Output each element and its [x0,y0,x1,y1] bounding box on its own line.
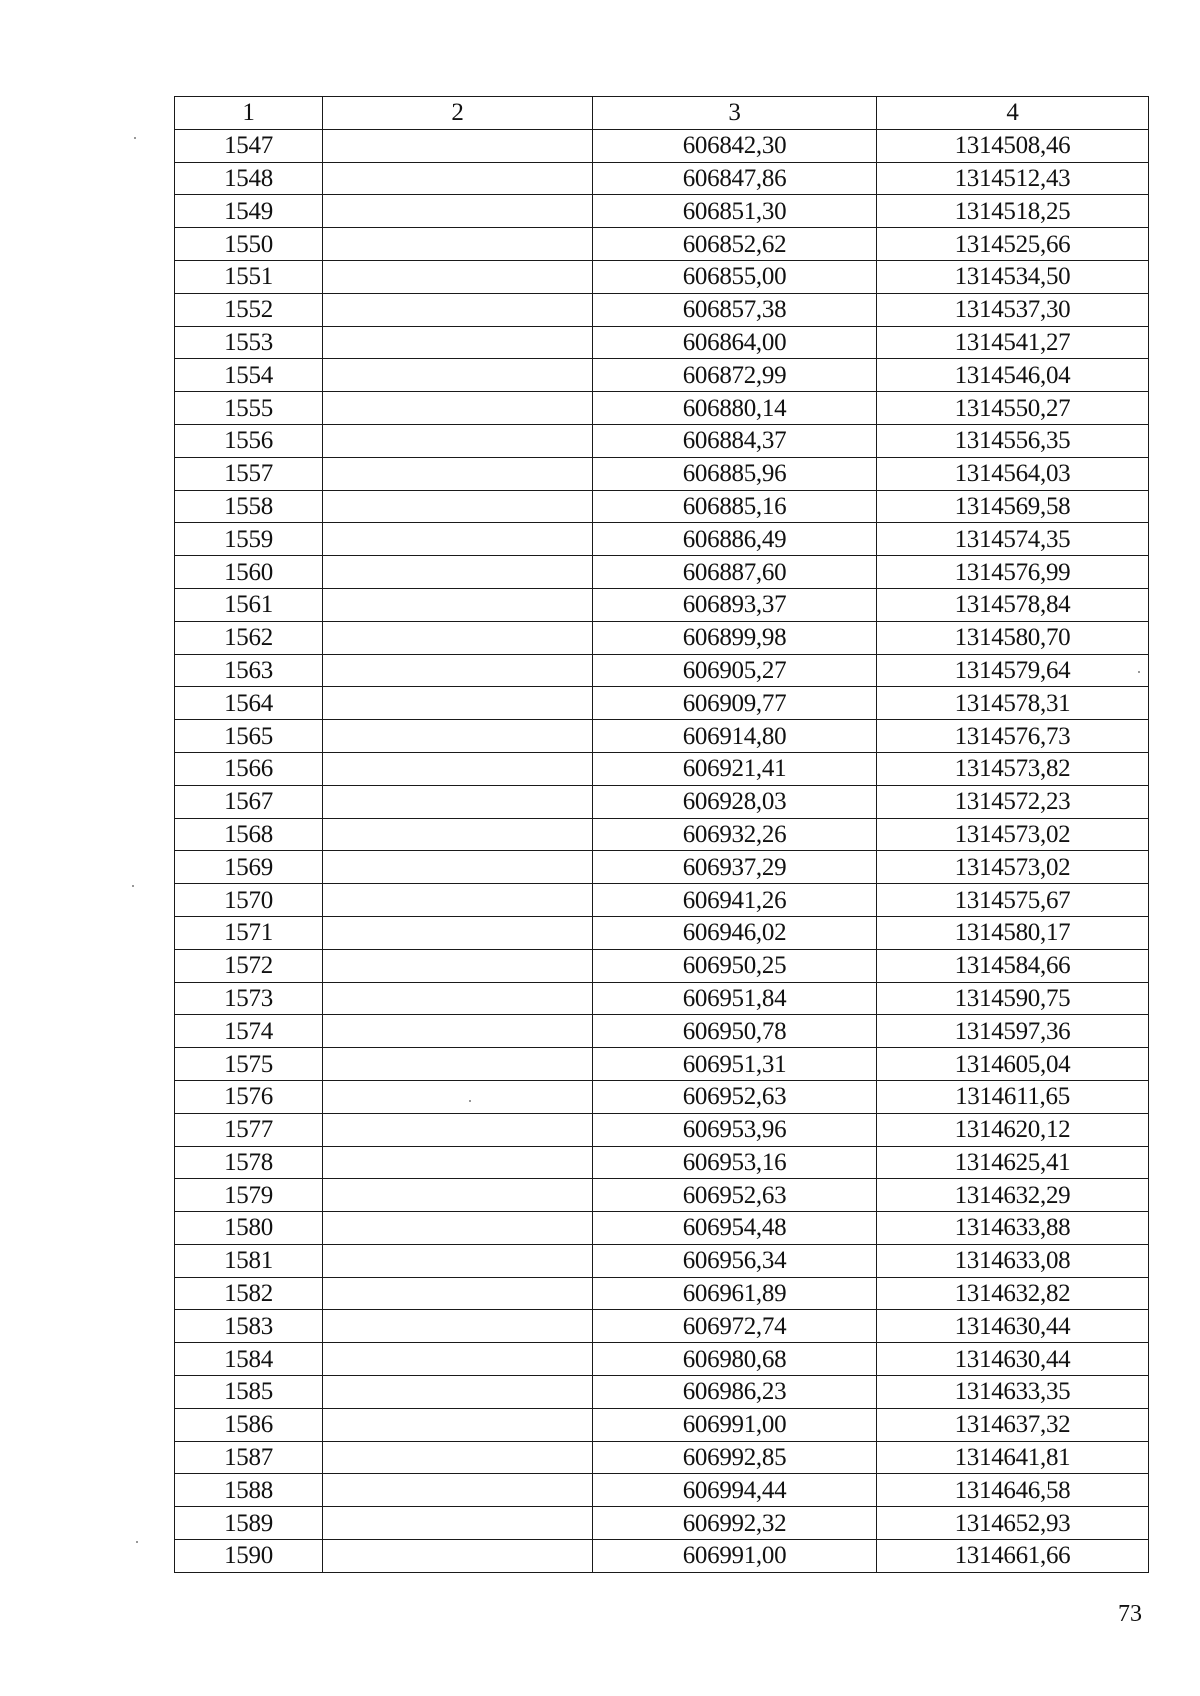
point-number-cell: 1567 [175,785,323,818]
point-number-cell: 1548 [175,162,323,195]
point-number-cell: 1558 [175,490,323,523]
x-coordinate-cell: 606986,23 [593,1376,877,1409]
x-coordinate-cell: 606909,77 [593,687,877,720]
table-row [175,1048,1149,1081]
y-coordinate-cell: 1314525,66 [877,228,1149,261]
coordinates-table [174,96,1149,1573]
x-coordinate-cell: 606951,84 [593,982,877,1015]
x-coordinate-cell: 606991,00 [593,1408,877,1441]
description-cell [323,457,593,490]
y-coordinate-cell: 1314579,64 [877,654,1149,687]
y-coordinate-cell: 1314575,67 [877,884,1149,917]
table-row [175,916,1149,949]
table-row [175,1310,1149,1343]
y-coordinate-cell: 1314518,25 [877,195,1149,228]
point-number-cell: 1571 [175,916,323,949]
point-number-cell: 1584 [175,1343,323,1376]
description-cell [323,293,593,326]
description-cell [323,949,593,982]
table-row [175,1146,1149,1179]
point-number-cell: 1565 [175,720,323,753]
x-coordinate-cell: 606994,44 [593,1474,877,1507]
point-number-cell: 1553 [175,326,323,359]
table-row [175,195,1149,228]
y-coordinate-cell: 1314625,41 [877,1146,1149,1179]
column-header: 2 [323,97,593,130]
point-number-cell: 1580 [175,1212,323,1245]
table-row [175,424,1149,457]
point-number-cell: 1547 [175,129,323,162]
y-coordinate-cell: 1314620,12 [877,1113,1149,1146]
point-number-cell: 1583 [175,1310,323,1343]
scan-speck [1138,671,1140,673]
table-row [175,654,1149,687]
description-cell [323,654,593,687]
y-coordinate-cell: 1314574,35 [877,523,1149,556]
x-coordinate-cell: 606972,74 [593,1310,877,1343]
scan-speck [136,1541,138,1543]
table-row [175,687,1149,720]
x-coordinate-cell: 606951,31 [593,1048,877,1081]
table-row [175,293,1149,326]
description-cell [323,621,593,654]
point-number-cell: 1590 [175,1540,323,1573]
point-number-cell: 1588 [175,1474,323,1507]
x-coordinate-cell: 606928,03 [593,785,877,818]
x-coordinate-cell: 606950,25 [593,949,877,982]
point-number-cell: 1562 [175,621,323,654]
point-number-cell: 1587 [175,1441,323,1474]
point-number-cell: 1577 [175,1113,323,1146]
table-row [175,490,1149,523]
x-coordinate-cell: 606884,37 [593,424,877,457]
point-number-cell: 1574 [175,1015,323,1048]
table-row [175,1343,1149,1376]
page-number: 73 [1118,1601,1142,1627]
x-coordinate-cell: 606941,26 [593,884,877,917]
x-coordinate-cell: 606899,98 [593,621,877,654]
description-cell [323,1277,593,1310]
table-row [175,457,1149,490]
table-body [175,129,1149,1572]
table-row [175,818,1149,851]
x-coordinate-cell: 606991,00 [593,1540,877,1573]
y-coordinate-cell: 1314556,35 [877,424,1149,457]
description-cell [323,556,593,589]
table-row [175,556,1149,589]
y-coordinate-cell: 1314578,84 [877,588,1149,621]
x-coordinate-cell: 606953,16 [593,1146,877,1179]
y-coordinate-cell: 1314584,66 [877,949,1149,982]
x-coordinate-cell: 606952,63 [593,1179,877,1212]
table-row [175,326,1149,359]
table-row [175,884,1149,917]
y-coordinate-cell: 1314508,46 [877,129,1149,162]
table-row [175,851,1149,884]
y-coordinate-cell: 1314541,27 [877,326,1149,359]
table-row [175,1376,1149,1409]
description-cell [323,392,593,425]
y-coordinate-cell: 1314572,23 [877,785,1149,818]
y-coordinate-cell: 1314564,03 [877,457,1149,490]
point-number-cell: 1582 [175,1277,323,1310]
y-coordinate-cell: 1314576,73 [877,720,1149,753]
point-number-cell: 1573 [175,982,323,1015]
description-cell [323,884,593,917]
description-cell [323,720,593,753]
column-header: 3 [593,97,877,130]
table-row [175,588,1149,621]
x-coordinate-cell: 606937,29 [593,851,877,884]
description-cell [323,1441,593,1474]
x-coordinate-cell: 606851,30 [593,195,877,228]
y-coordinate-cell: 1314637,32 [877,1408,1149,1441]
point-number-cell: 1579 [175,1179,323,1212]
x-coordinate-cell: 606842,30 [593,129,877,162]
x-coordinate-cell: 606932,26 [593,818,877,851]
description-cell [323,1540,593,1573]
description-cell [323,523,593,556]
point-number-cell: 1589 [175,1507,323,1540]
y-coordinate-cell: 1314597,36 [877,1015,1149,1048]
x-coordinate-cell: 606905,27 [593,654,877,687]
x-coordinate-cell: 606980,68 [593,1343,877,1376]
x-coordinate-cell: 606885,96 [593,457,877,490]
table-row [175,1540,1149,1573]
x-coordinate-cell: 606872,99 [593,359,877,392]
description-cell [323,162,593,195]
point-number-cell: 1585 [175,1376,323,1409]
description-cell [323,818,593,851]
y-coordinate-cell: 1314576,99 [877,556,1149,589]
point-number-cell: 1569 [175,851,323,884]
y-coordinate-cell: 1314537,30 [877,293,1149,326]
table-row [175,1474,1149,1507]
description-cell [323,982,593,1015]
point-number-cell: 1566 [175,752,323,785]
table-row [175,1113,1149,1146]
description-cell [323,359,593,392]
y-coordinate-cell: 1314534,50 [877,260,1149,293]
point-number-cell: 1586 [175,1408,323,1441]
x-coordinate-cell: 606950,78 [593,1015,877,1048]
description-cell [323,326,593,359]
description-cell [323,129,593,162]
table-row [175,1507,1149,1540]
column-header: 4 [877,97,1149,130]
point-number-cell: 1564 [175,687,323,720]
description-cell [323,1212,593,1245]
description-cell [323,195,593,228]
point-number-cell: 1551 [175,260,323,293]
table-row [175,982,1149,1015]
table-row [175,162,1149,195]
point-number-cell: 1578 [175,1146,323,1179]
description-cell [323,1080,593,1113]
y-coordinate-cell: 1314512,43 [877,162,1149,195]
x-coordinate-cell: 606946,02 [593,916,877,949]
x-coordinate-cell: 606961,89 [593,1277,877,1310]
y-coordinate-cell: 1314630,44 [877,1343,1149,1376]
y-coordinate-cell: 1314578,31 [877,687,1149,720]
x-coordinate-cell: 606857,38 [593,293,877,326]
x-coordinate-cell: 606880,14 [593,392,877,425]
x-coordinate-cell: 606864,00 [593,326,877,359]
column-header: 1 [175,97,323,130]
y-coordinate-cell: 1314632,29 [877,1179,1149,1212]
table-row [175,1408,1149,1441]
table-row [175,1277,1149,1310]
table-row [175,260,1149,293]
y-coordinate-cell: 1314573,02 [877,851,1149,884]
x-coordinate-cell: 606886,49 [593,523,877,556]
description-cell [323,1179,593,1212]
description-cell [323,1474,593,1507]
point-number-cell: 1550 [175,228,323,261]
point-number-cell: 1559 [175,523,323,556]
point-number-cell: 1561 [175,588,323,621]
description-cell [323,1048,593,1081]
scan-speck [134,137,136,139]
y-coordinate-cell: 1314580,70 [877,621,1149,654]
point-number-cell: 1556 [175,424,323,457]
table-row [175,1015,1149,1048]
description-cell [323,228,593,261]
point-number-cell: 1576 [175,1080,323,1113]
y-coordinate-cell: 1314590,75 [877,982,1149,1015]
description-cell [323,1376,593,1409]
table-header-row [175,97,1149,130]
x-coordinate-cell: 606893,37 [593,588,877,621]
description-cell [323,687,593,720]
description-cell [323,785,593,818]
x-coordinate-cell: 606952,63 [593,1080,877,1113]
y-coordinate-cell: 1314569,58 [877,490,1149,523]
table-row [175,523,1149,556]
x-coordinate-cell: 606921,41 [593,752,877,785]
point-number-cell: 1568 [175,818,323,851]
y-coordinate-cell: 1314573,82 [877,752,1149,785]
table-row [175,1179,1149,1212]
description-cell [323,916,593,949]
y-coordinate-cell: 1314661,66 [877,1540,1149,1573]
table-row [175,720,1149,753]
description-cell [323,1015,593,1048]
x-coordinate-cell: 606914,80 [593,720,877,753]
x-coordinate-cell: 606885,16 [593,490,877,523]
x-coordinate-cell: 606847,86 [593,162,877,195]
y-coordinate-cell: 1314633,35 [877,1376,1149,1409]
point-number-cell: 1560 [175,556,323,589]
description-cell [323,1113,593,1146]
description-cell [323,1244,593,1277]
x-coordinate-cell: 606992,32 [593,1507,877,1540]
description-cell [323,851,593,884]
y-coordinate-cell: 1314641,81 [877,1441,1149,1474]
table-row [175,1244,1149,1277]
table-row [175,752,1149,785]
x-coordinate-cell: 606855,00 [593,260,877,293]
table-row [175,1080,1149,1113]
x-coordinate-cell: 606852,62 [593,228,877,261]
x-coordinate-cell: 606954,48 [593,1212,877,1245]
y-coordinate-cell: 1314605,04 [877,1048,1149,1081]
y-coordinate-cell: 1314611,65 [877,1080,1149,1113]
description-cell [323,1343,593,1376]
point-number-cell: 1575 [175,1048,323,1081]
description-cell [323,1507,593,1540]
point-number-cell: 1572 [175,949,323,982]
description-cell [323,490,593,523]
description-cell [323,1146,593,1179]
scan-speck [469,1100,471,1102]
description-cell [323,1408,593,1441]
table-row [175,621,1149,654]
table-row [175,392,1149,425]
point-number-cell: 1570 [175,884,323,917]
x-coordinate-cell: 606887,60 [593,556,877,589]
table-row [175,129,1149,162]
description-cell [323,424,593,457]
point-number-cell: 1581 [175,1244,323,1277]
y-coordinate-cell: 1314630,44 [877,1310,1149,1343]
table-row [175,359,1149,392]
point-number-cell: 1554 [175,359,323,392]
point-number-cell: 1552 [175,293,323,326]
y-coordinate-cell: 1314546,04 [877,359,1149,392]
scan-speck [132,885,134,887]
y-coordinate-cell: 1314633,08 [877,1244,1149,1277]
y-coordinate-cell: 1314580,17 [877,916,1149,949]
table-row [175,785,1149,818]
description-cell [323,752,593,785]
x-coordinate-cell: 606953,96 [593,1113,877,1146]
description-cell [323,1310,593,1343]
point-number-cell: 1555 [175,392,323,425]
table-row [175,949,1149,982]
point-number-cell: 1549 [175,195,323,228]
y-coordinate-cell: 1314550,27 [877,392,1149,425]
y-coordinate-cell: 1314632,82 [877,1277,1149,1310]
table-row [175,1441,1149,1474]
point-number-cell: 1557 [175,457,323,490]
table-row [175,1212,1149,1245]
point-number-cell: 1563 [175,654,323,687]
table-row [175,228,1149,261]
y-coordinate-cell: 1314652,93 [877,1507,1149,1540]
x-coordinate-cell: 606956,34 [593,1244,877,1277]
y-coordinate-cell: 1314633,88 [877,1212,1149,1245]
y-coordinate-cell: 1314573,02 [877,818,1149,851]
x-coordinate-cell: 606992,85 [593,1441,877,1474]
y-coordinate-cell: 1314646,58 [877,1474,1149,1507]
description-cell [323,588,593,621]
description-cell [323,260,593,293]
